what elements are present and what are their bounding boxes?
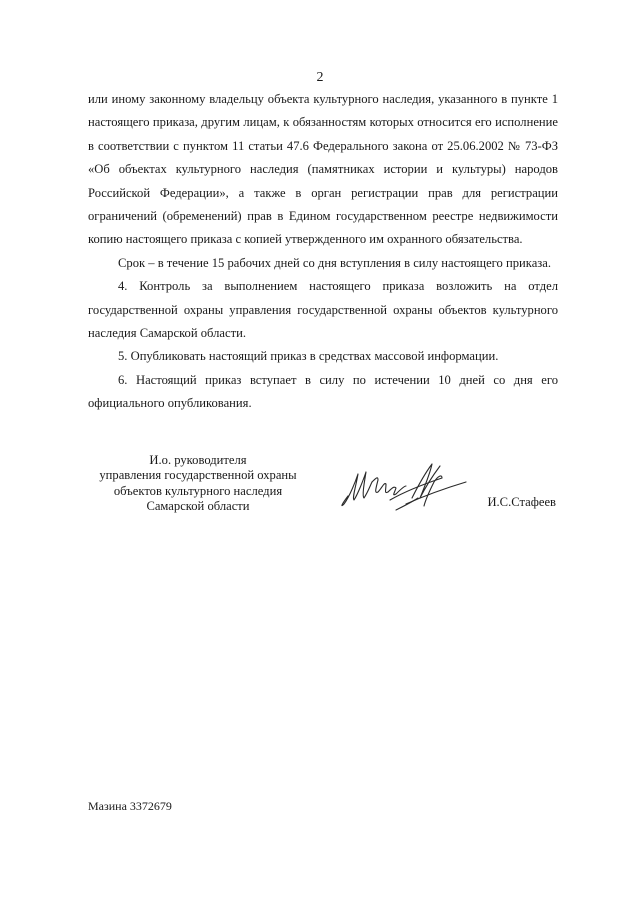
text-line: государственной охраны управления государственной охраны объектов культурного xyxy=(88,302,558,317)
paragraph-item-5 xyxy=(88,345,558,368)
text-line: от 25.06.2002 № 73-ФЗ «Об объектах культурного наследия (памятниках истории xyxy=(88,138,558,177)
position-line: управления государственной охраны xyxy=(99,468,297,483)
text-line: 5. Опубликовать настоящий приказ в средствах массовой информации. xyxy=(118,349,499,364)
text-line: недвижимости копию настоящего приказа с копией утвержденного им охранного xyxy=(88,209,558,247)
text-line: для регистрации ограничений (обременений) прав в Едином государственном реестре xyxy=(88,185,558,224)
signer-name: И.С.Стафеев xyxy=(487,495,556,509)
position-line: И.о. руководителя xyxy=(149,453,247,467)
paragraph-deadline xyxy=(88,252,558,275)
position-line: объектов культурного наследия xyxy=(113,483,283,498)
text-line: 6. Настоящий приказ вступает в силу по истечении 10 дней со дня его xyxy=(118,372,558,387)
page-number: 2 xyxy=(316,70,324,85)
text-line: обязательства. xyxy=(445,232,523,247)
text-line: 1 настоящего приказа, другим лицам, к обязанностям которых относится его xyxy=(88,92,558,130)
text-line: Срок – в течение 15 рабочих дней со дня вступления в силу настоящего xyxy=(118,255,503,270)
text-line: исполнение в соответствии с пунктом 11 статьи 47.6 Федерального закона xyxy=(88,115,558,153)
paragraph-copy-instruction xyxy=(88,88,558,252)
paragraph-item-6 xyxy=(88,369,558,416)
signatory-position xyxy=(82,453,314,514)
text-line: 4. Контроль за выполнением настоящего приказа возложить на отдел xyxy=(118,279,558,294)
text-line: приказа. xyxy=(505,255,551,270)
text-line: официального опубликования. xyxy=(88,396,252,411)
position-line: Самарской области xyxy=(146,498,250,513)
executor-info: Мазина 3372679 xyxy=(88,799,172,813)
text-line: наследия Самарской области. xyxy=(88,326,246,341)
text-line: или иному законному владельцу объекта культурного наследия, указанного в пункте xyxy=(88,92,548,106)
paragraph-item-4 xyxy=(88,275,558,345)
document-body xyxy=(88,88,558,416)
text-line: и культуры) народов Российской Федерации», а также в орган регистрации прав xyxy=(88,162,558,200)
handwritten-signature xyxy=(334,452,474,522)
